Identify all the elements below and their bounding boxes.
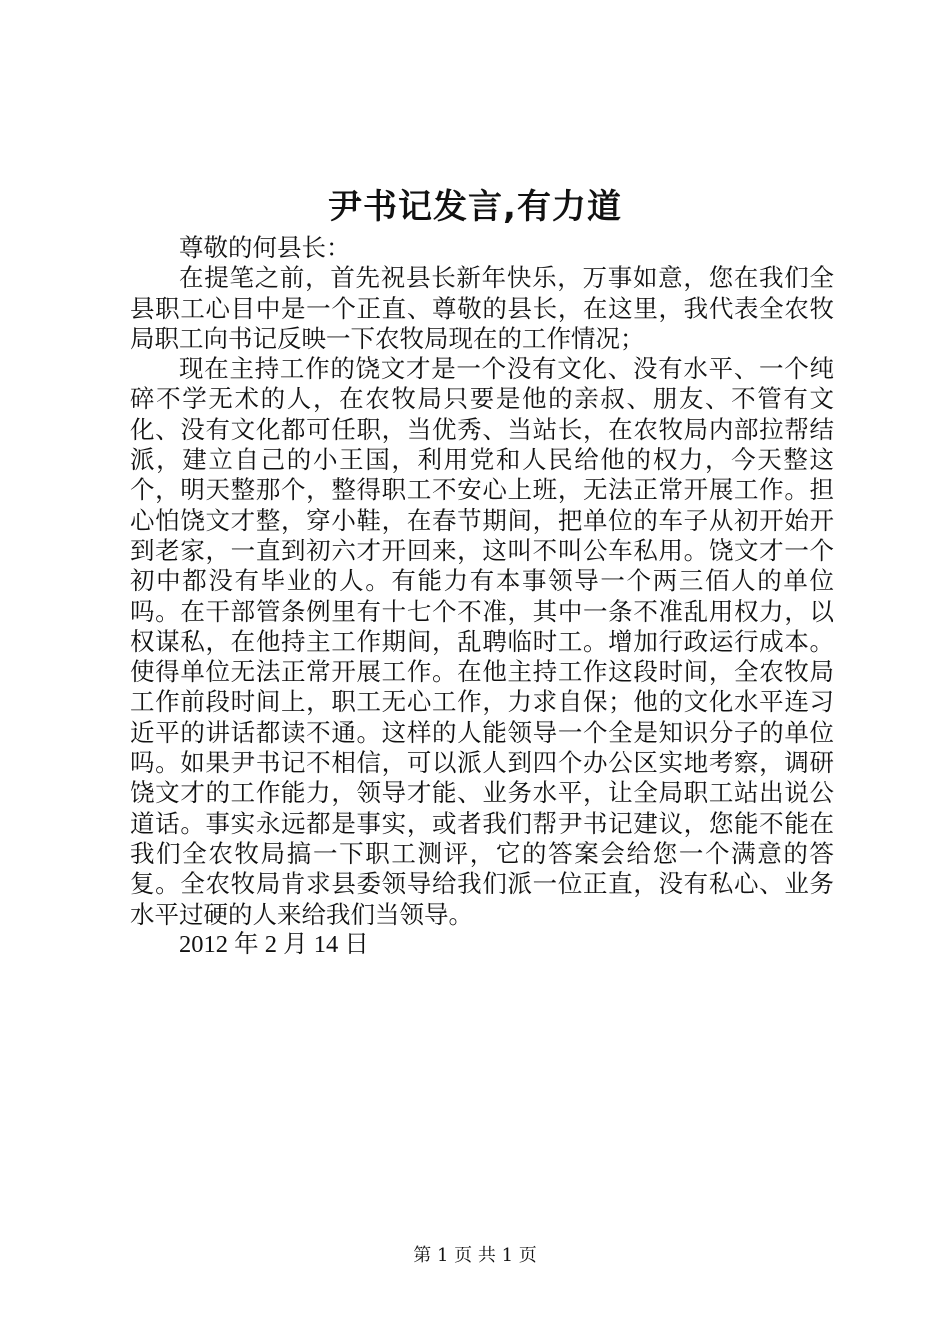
- document-date: 2012 年 2 月 14 日: [179, 930, 369, 958]
- document-body: [130, 233, 834, 960]
- document-title: 尹书记发言,有力道: [328, 187, 622, 227]
- page-footer: 第 1 页 共 1 页: [413, 1245, 537, 1266]
- salutation: 尊敬的何县长：: [179, 233, 351, 262]
- paragraph-intro: 在提笔之前，首先祝县长新年快乐，万事如意，您在我们全县职工心目中是一个正直、尊敬的县长，在这里，我代表全农牧局职工向书记反映一下农牧局现在的工作情况；: [130, 263, 834, 353]
- paragraph-main: 现在主持工作的饶文才是一个没有文化、没有水平、一个纯碎不学无术的人，在农牧局只要是他的亲叔、朋友、不管有文化、没有文化都可任职，当优秀、当站长，在农牧局内部拉帮结派，建立自己的小王国，利用党和人民给他的权力，今天整这个，明天整那个，整得职工不安心上班，无法正常开展工作。担心怕饶文才整，穿小鞋，在春节期间，把单位的车子从初开始开到老家，一直到初六才开回来，这叫不叫公车私用。饶文才一个初中都没有毕业的人。有能力有本事领导一个两三佰人的单位吗。在干部管条例里有十七个不准，其中一条不准乱用权力，以权谋私，在他持主工作期间，乱聘临时工。增加行政运行成本。使得单位无法正常开展工作。在他主持工作这段时间，全农牧局工作前段时间上，职工无心工作，力求自保；他的文化水平连习近平的讲话都读不通。这样的人能领导一个全是知识分子的单位吗。如果尹书记不相信，可以派人到四个办公区实地考察，调研饶文才的工作能力，领导才能、业务水平，让全局职工站出说公道话。事实永远都是事实，或者我们帮尹书记建议，您能不能在我们全农牧局搞一下职工测评，它的答案会给您一个满意的答复。全农牧局肯求县委领导给我们派一位正直，没有私心、业务水平过硬的人来给我们当领导。: [130, 354, 834, 929]
